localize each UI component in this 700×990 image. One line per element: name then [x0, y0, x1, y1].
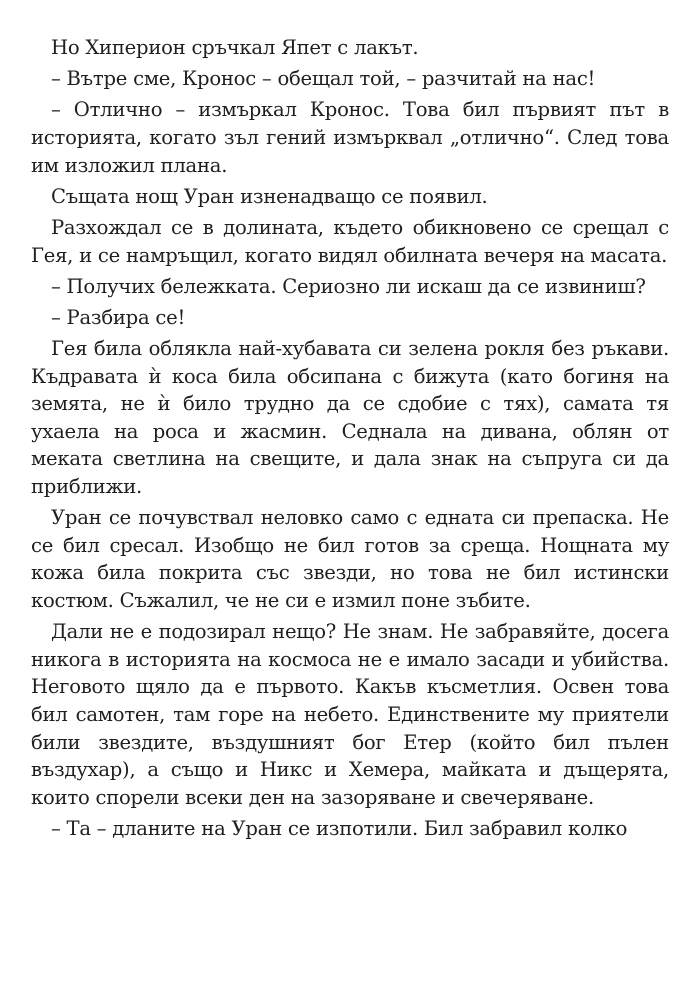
paragraph-3: – Отлично – измъркал Кронос. Това бил първият път в историята, когато зъл гений измърквал „отлично“. След това им изложил плана.: [31, 98, 669, 177]
paragraph-10: Дали не е подозирал нещо? Не знам. Не забравяйте, досега никога в историята на космоса не е имало засади и убийства. Неговото щяло да е първото. Какъв късметлия. Освен това бил самотен, там горе на небето. Единствените му приятели били звездите, въздушният бог Етер (който бил пълен въздухар), а също и Никс и Хемера, майката и дъщерята, които спорели всеки ден на зазоряване и свечеряване.: [31, 620, 669, 809]
paragraph-1: Но Хиперион сръчкал Япет с лакът.: [51, 36, 419, 59]
paragraph-5: Разхождал се в долината, където обикновено се срещал с Гея, и се намръщил, когато видял обилната вечеря на масата.: [31, 215, 669, 267]
paragraph-2: – Вътре сме, Кронос – обещал той, – разчитай на нас!: [51, 67, 596, 91]
paragraph-11: – Та – дланите на Уран се изпотили. Бил забравил колко: [51, 816, 628, 840]
paragraph-9: Уран се почувствал неловко само с едната си препаска. Не се бил сресал. Изобщо не бил готов за среща. Нощната му кожа била покрита със звезди, но това не бил истински костюм. Съжалил, че не си е измил поне зъбите.: [31, 506, 669, 613]
paragraph-4: Същата нощ Уран изненадващо се появил.: [51, 184, 488, 208]
paragraph-7: – Разбира се!: [51, 305, 186, 329]
paragraph-8: Гея била облякла най-хубавата си зелена рокля без ръкави. Къдравата ѝ коса била обсипана с бижута (като богиня на земята, не ѝ било трудно да се сдобие с тях), самата тя ухаела на роса и жасмин. Седнала на дивана, облян от меката светлина на свещите, и дала знак на съпруга си да приближи.: [31, 337, 669, 499]
paragraph-6: – Получих бележката. Сериозно ли искаш да се извиниш?: [51, 274, 646, 298]
book-page: [31, 34, 669, 846]
